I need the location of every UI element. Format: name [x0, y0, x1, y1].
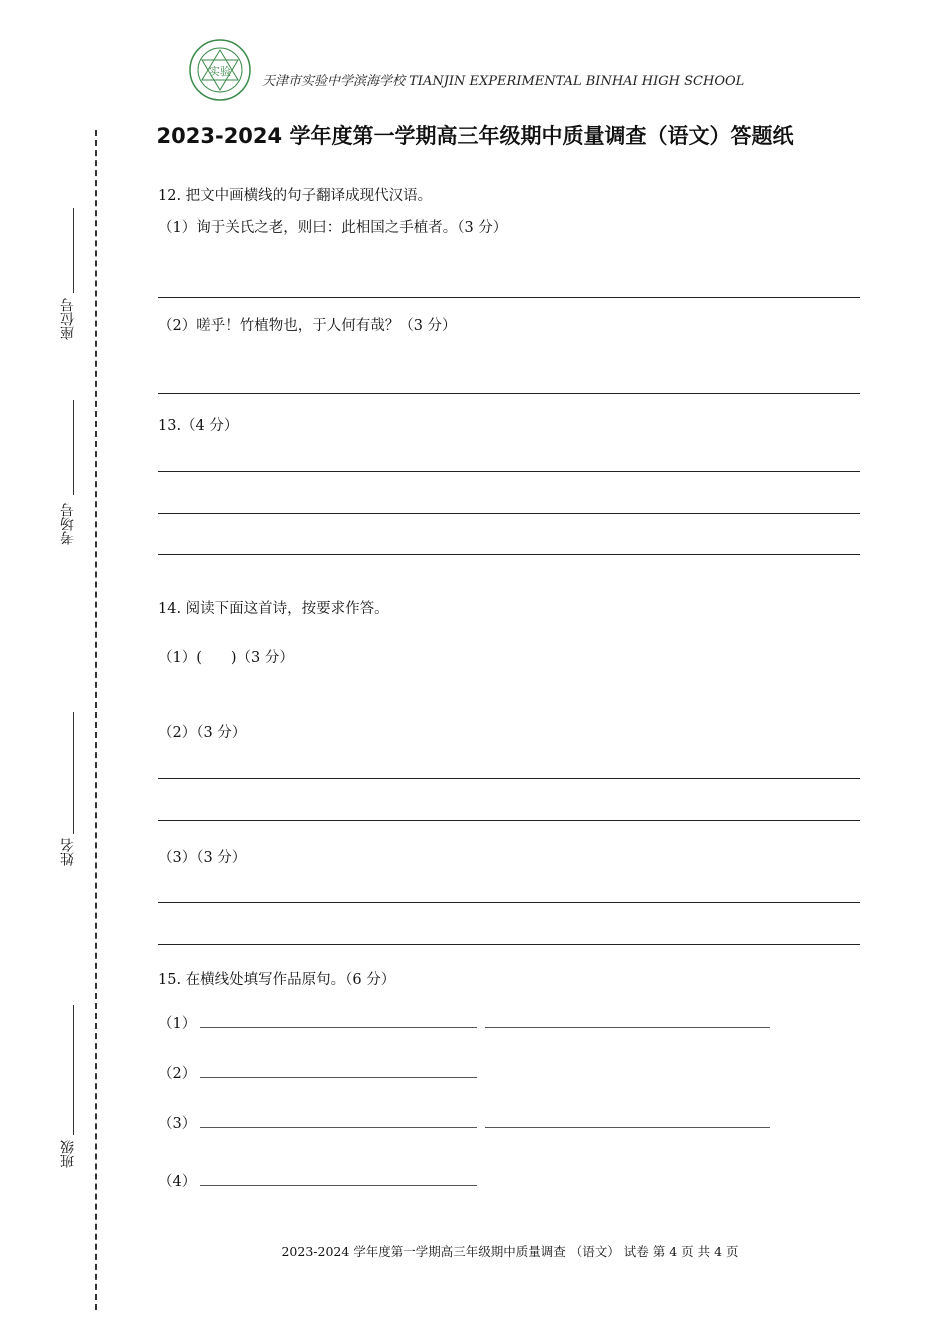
seat-write-line: [73, 208, 74, 293]
seat-number-label: 座位号: [60, 298, 76, 340]
room-number-label: 考场号: [60, 503, 76, 545]
q15-3-blank[interactable]: [485, 1127, 770, 1128]
q15-3-blank[interactable]: [200, 1127, 477, 1128]
q12-2-prompt: （2）嗟乎！竹植物也，于人何有哉？（3 分）: [158, 318, 457, 334]
page-title: 2023-2024 学年度第一学期高三年级期中质量调查（语文）答题纸: [156, 124, 794, 148]
class-label: 班级: [60, 1140, 76, 1168]
q12-1-answer-line[interactable]: [158, 297, 860, 298]
q12-1-prompt: （1）询于关氏之老，则曰：此相国之手植者。（3 分）: [158, 220, 508, 236]
school-name: 天津市实验中学滨海学校 TIANJIN EXPERIMENTAL BINHAI HIGH SCHOOL: [262, 74, 745, 89]
q15-4-blank[interactable]: [200, 1185, 477, 1186]
class-write-line: [73, 1005, 74, 1135]
q14-2-answer-line[interactable]: [158, 820, 860, 821]
school-logo: [188, 38, 252, 102]
q15-1-blank[interactable]: [485, 1027, 770, 1028]
q15-item-label: （3）: [158, 1116, 197, 1132]
binding-dashed-line: [95, 130, 97, 1310]
q15-item-label: （1）: [158, 1016, 197, 1032]
q13-answer-line[interactable]: [158, 471, 860, 472]
name-write-line: [73, 712, 74, 834]
room-write-line: [73, 400, 74, 495]
q13-answer-line[interactable]: [158, 513, 860, 514]
logo-text: 实验: [209, 65, 231, 78]
q15-item-label: （2）: [158, 1066, 197, 1082]
q14-3-prompt: （3）（3 分）: [158, 850, 247, 866]
q15-stem: 15. 在横线处填写作品原句。（6 分）: [158, 972, 396, 988]
q14-2-answer-line[interactable]: [158, 778, 860, 779]
q14-2-prompt: （2）（3 分）: [158, 725, 247, 741]
q12-2-answer-line[interactable]: [158, 393, 860, 394]
q14-1-prompt: （1）( )（3 分）: [158, 650, 294, 666]
q15-1-blank[interactable]: [200, 1027, 477, 1028]
name-label: 姓名: [60, 838, 76, 866]
q13-prompt: 13.（4 分）: [158, 418, 239, 434]
q14-3-answer-line[interactable]: [158, 902, 860, 903]
q13-answer-line[interactable]: [158, 554, 860, 555]
q15-2-blank[interactable]: [200, 1077, 477, 1078]
q12-stem: 12. 把文中画横线的句子翻译成现代汉语。: [158, 188, 433, 204]
q14-3-answer-line[interactable]: [158, 944, 860, 945]
page-footer: 2023-2024 学年度第一学期高三年级期中质量调查 （语文） 试卷 第 4 页 共 4 页: [281, 1244, 739, 1259]
q14-stem: 14. 阅读下面这首诗，按要求作答。: [158, 601, 389, 617]
q15-item-label: （4）: [158, 1174, 197, 1190]
